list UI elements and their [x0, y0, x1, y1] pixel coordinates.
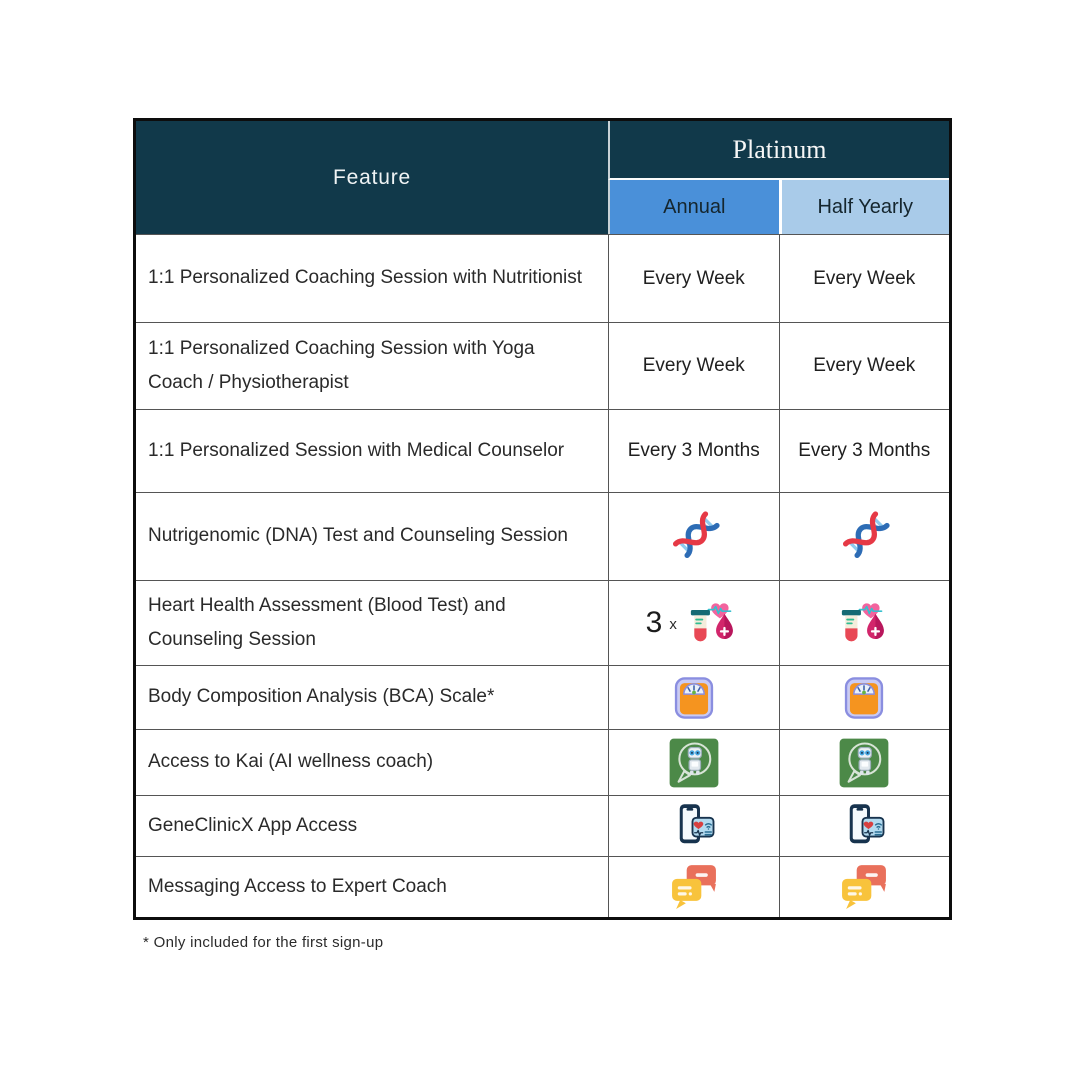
platinum-group-header: Platinum	[608, 121, 949, 180]
value-text: Every Week	[642, 355, 745, 376]
feature-cell: GeneClinicX App Access	[136, 795, 608, 856]
half-yearly-value-cell	[779, 322, 950, 409]
annual-value-cell	[608, 729, 779, 795]
bca-scale-icon	[669, 673, 719, 723]
kai-ai-coach-icon	[838, 737, 890, 789]
half-yearly-value-cell	[779, 665, 950, 729]
feature-cell: 1:1 Personalized Coaching Session with Nutritionist	[136, 234, 608, 322]
half-yearly-value-cell	[779, 729, 950, 795]
value-text: Every Week	[813, 355, 916, 376]
footnote: * Only included for the first sign-up	[143, 934, 384, 951]
dna-icon	[838, 511, 890, 563]
value-text: Every Week	[813, 267, 916, 289]
geneclinicx-app-icon	[840, 802, 888, 850]
multiplier-suffix: x	[669, 616, 677, 633]
feature-cell: Body Composition Analysis (BCA) Scale*	[136, 665, 608, 729]
half-yearly-value-cell	[779, 492, 950, 580]
annual-value-cell	[608, 580, 779, 665]
value-text: Every Week	[642, 267, 745, 289]
annual-value-cell	[608, 322, 779, 409]
half-yearly-value-cell	[779, 409, 950, 492]
column-header-half-yearly: Half Yearly	[779, 180, 950, 234]
feature-cell: Heart Health Assessment (Blood Test) and Counseling Session	[136, 580, 608, 665]
column-header-annual: Annual	[608, 180, 779, 234]
feature-cell: Access to Kai (AI wellness coach)	[136, 729, 608, 795]
feature-cell: 1:1 Personalized Coaching Session with Yoga Coach / Physiotherapist	[136, 322, 608, 409]
heart-blood-test-icon	[684, 600, 742, 646]
value-text: Every 3 Months	[798, 440, 931, 461]
annual-value-cell	[608, 409, 779, 492]
annual-value-cell	[608, 234, 779, 322]
feature-cell: Messaging Access to Expert Coach	[136, 856, 608, 917]
plan-comparison-table	[133, 118, 952, 920]
multiplier-count: 3	[645, 606, 663, 639]
half-yearly-value-cell	[779, 856, 950, 917]
half-yearly-value-cell	[779, 795, 950, 856]
bca-scale-icon	[839, 673, 889, 723]
feature-cell: Nutrigenomic (DNA) Test and Counseling Session	[136, 492, 608, 580]
kai-ai-coach-icon	[668, 737, 720, 789]
messaging-chat-icon	[838, 861, 890, 913]
value-text: Every 3 Months	[627, 440, 760, 461]
dna-icon	[668, 511, 720, 563]
annual-value-cell	[608, 856, 779, 917]
annual-value-cell	[608, 492, 779, 580]
half-yearly-value-cell	[779, 234, 950, 322]
annual-value-cell	[608, 665, 779, 729]
geneclinicx-app-icon	[670, 802, 718, 850]
messaging-chat-icon	[668, 861, 720, 913]
half-yearly-value-cell	[779, 580, 950, 665]
annual-value-cell	[608, 795, 779, 856]
feature-column-header: Feature	[136, 121, 608, 234]
heart-blood-test-icon	[835, 600, 893, 646]
feature-cell: 1:1 Personalized Session with Medical Counselor	[136, 409, 608, 492]
